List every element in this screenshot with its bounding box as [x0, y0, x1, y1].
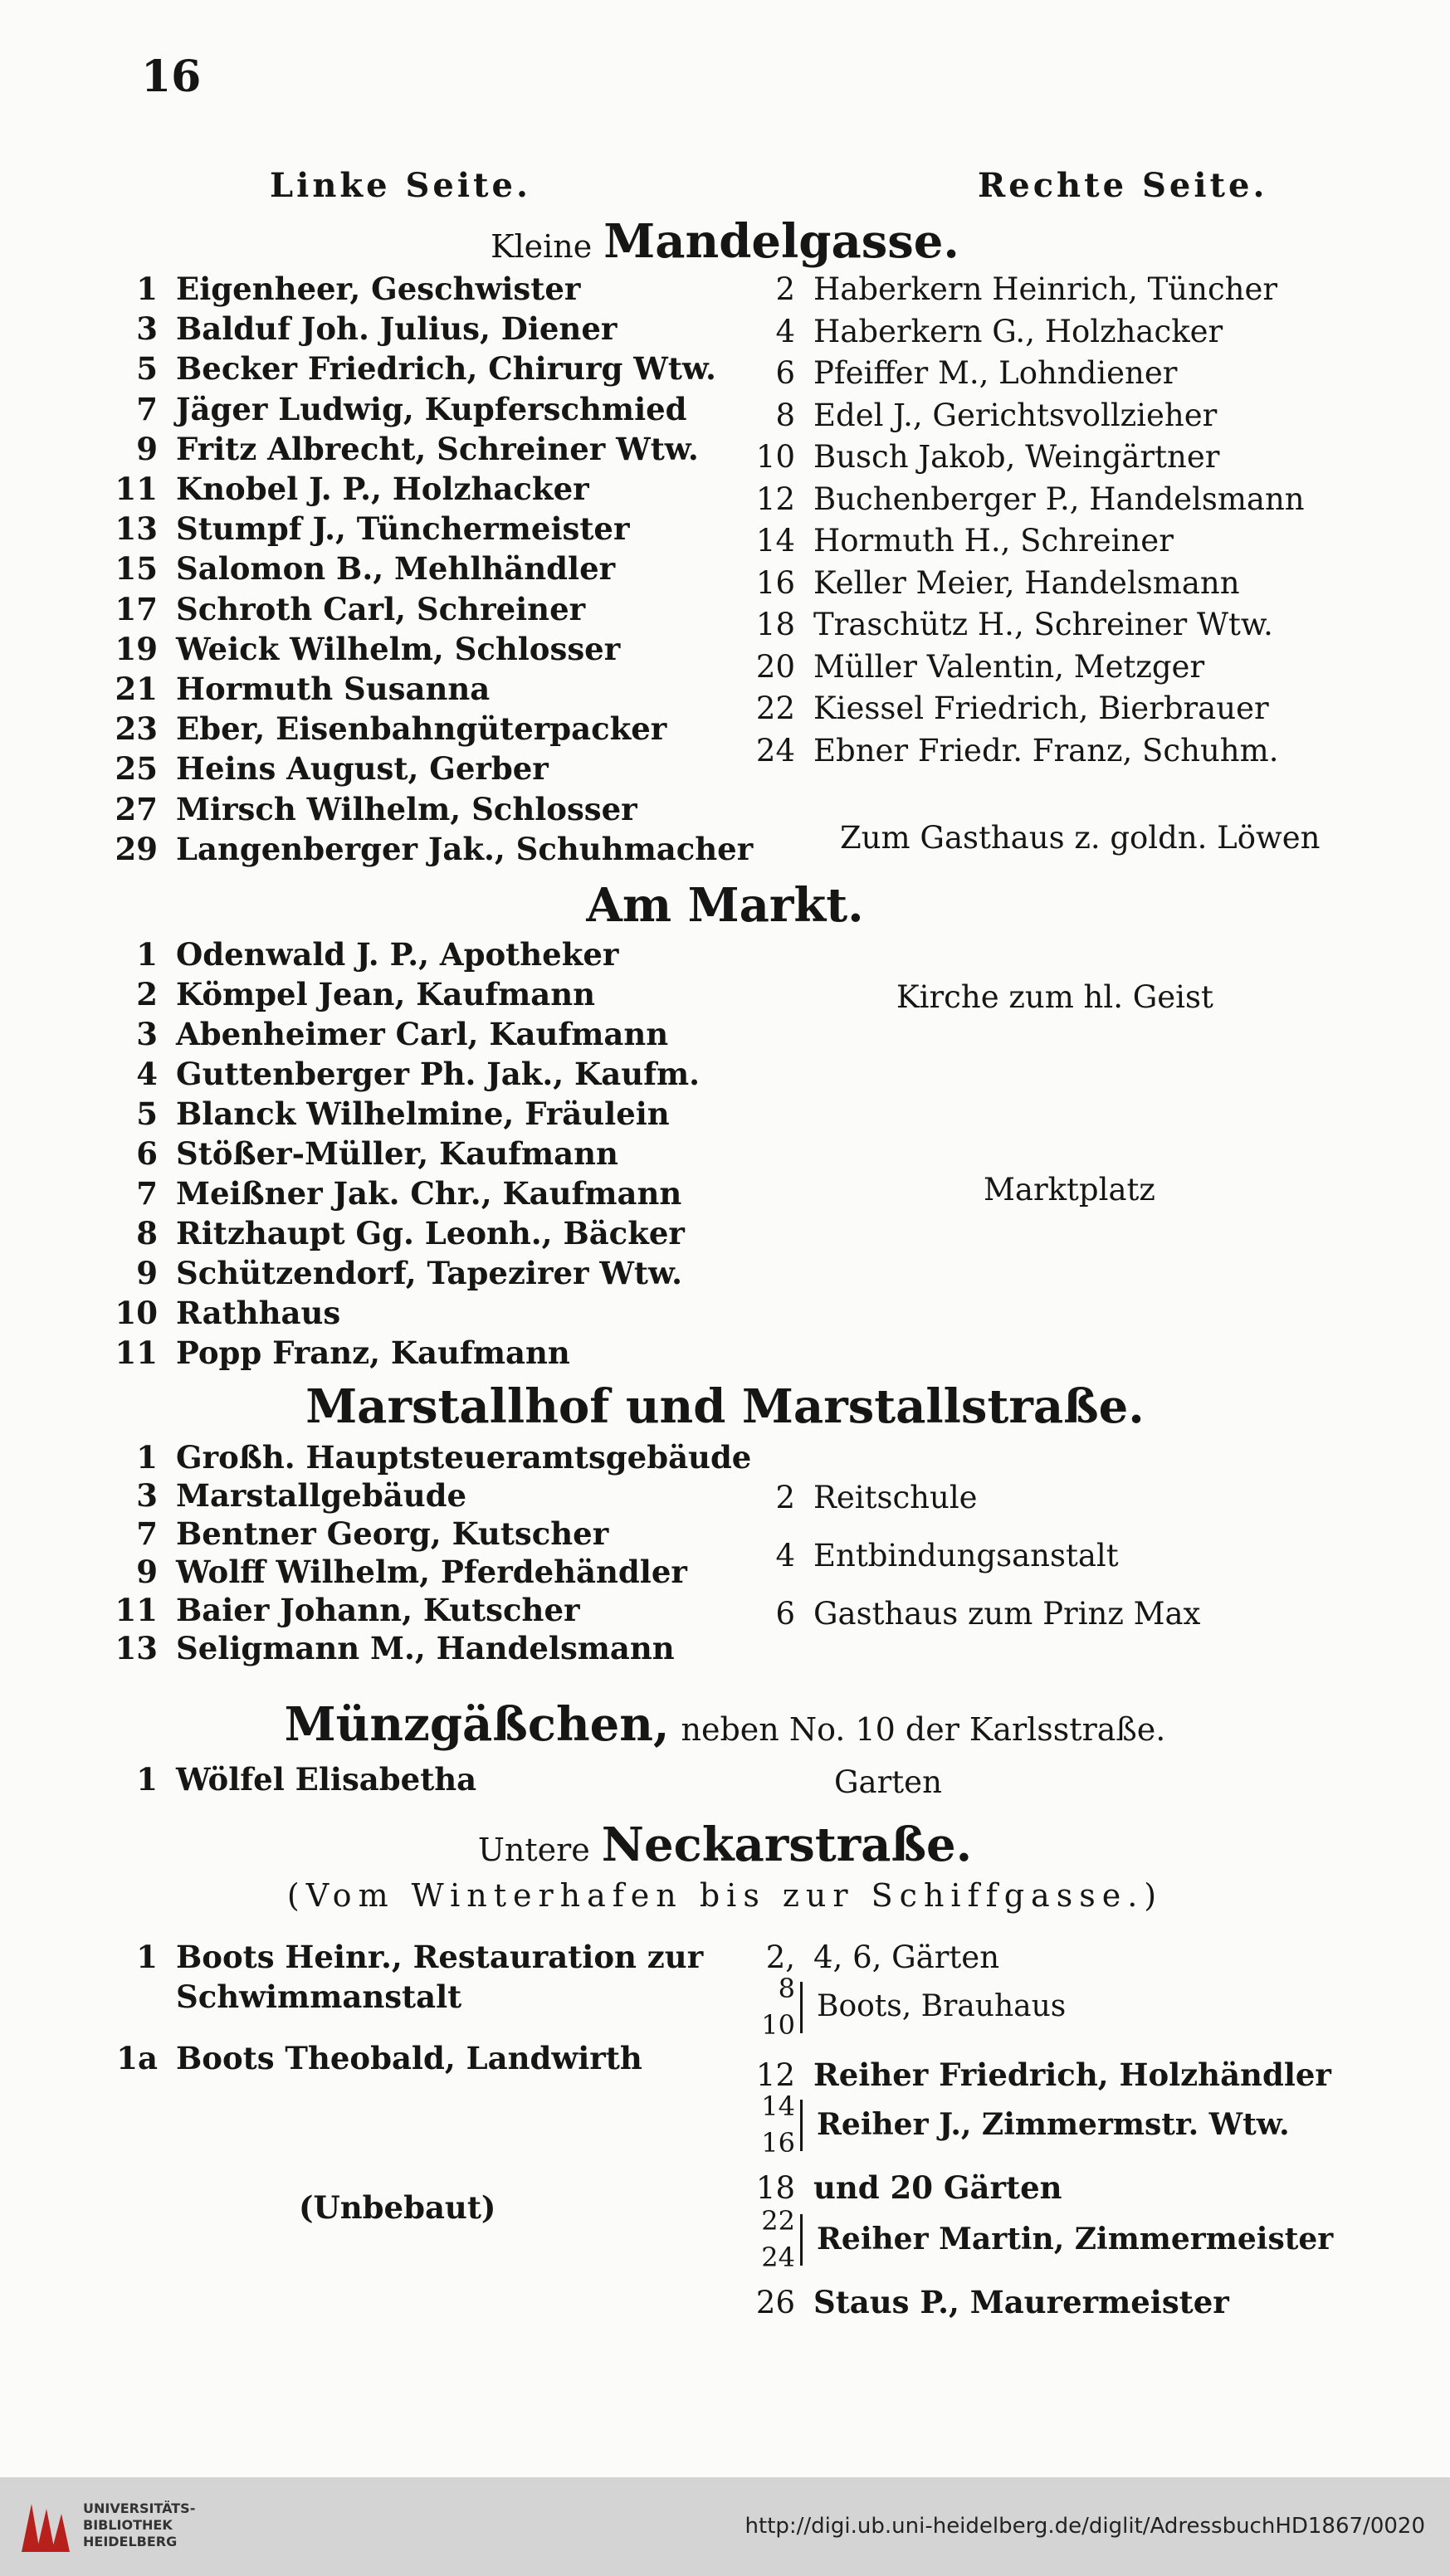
brace-mark [800, 2214, 803, 2266]
resident-name: Eigenheer, Geschwister [176, 271, 581, 307]
directory-entry [91, 550, 616, 588]
resident-name: Wolff Wilhelm, Pferdehändler [176, 1554, 687, 1590]
neckar-right-entry: 2, 4, 6, Gärten [765, 1939, 1000, 1975]
directory-entry [745, 564, 1240, 601]
house-number: 10 [755, 439, 795, 475]
house-number: 3 [136, 1477, 158, 1514]
resident-name: Müller Valentin, Metzger [813, 648, 1205, 685]
directory-entry [745, 481, 1305, 517]
section-heading-muenz: Münzgäßchen, neben No. 10 der Karlsstraße. [284, 1697, 1166, 1752]
resident-name: Kiessel Friedrich, Bierbrauer [813, 690, 1269, 726]
directory-entry [745, 397, 1218, 433]
house-number: 1 [136, 1439, 158, 1476]
house-number: 9 [136, 1255, 158, 1291]
resident-name: Eber, Eisenbahngüterpacker [176, 710, 667, 748]
directory-entry [91, 1135, 618, 1172]
house-number: 11 [115, 1592, 158, 1628]
section-heading-marstall: Marstallhof und Marstallstraße. [305, 1379, 1145, 1434]
directory-entry [91, 1630, 675, 1666]
resident-name: Meißner Jak. Chr., Kaufmann [176, 1175, 682, 1212]
brace-mark [800, 2100, 803, 2151]
house-number: 8 [136, 1215, 158, 1251]
directory-entry [91, 710, 667, 748]
resident-name: Langenberger Jak., Schuhmacher [176, 830, 754, 867]
resident-name: Haberkern G., Holzhacker [813, 313, 1223, 349]
resident-name: Rathhaus [176, 1295, 341, 1331]
directory-entry [91, 390, 687, 427]
directory-entry [91, 430, 699, 467]
right-side-label: Rechte Seite. [978, 166, 1268, 205]
resident-name: Ritzhaupt Gg. Leonh., Bäcker [176, 1215, 685, 1251]
resident-name: Buchenberger P., Handelsmann [813, 481, 1305, 517]
house-number: 25 [115, 750, 158, 788]
directory-entry [91, 1095, 670, 1132]
muenz-right-note: Garten [834, 1764, 942, 1800]
directory-entry [745, 1540, 1119, 1571]
directory-entry [745, 1596, 1201, 1632]
neckar-subtitle: (Vom Winterhafen bis zur Schiffgasse.) [286, 1877, 1164, 1914]
resident-name: Traschütz H., Schreiner Wtw. [813, 607, 1273, 642]
directory-entry [745, 1482, 978, 1513]
neckar-left-continuation: Schwimmanstalt [176, 1978, 462, 2015]
directory-entry [91, 510, 630, 548]
house-number: 6 [136, 1135, 158, 1172]
resident-name: Weick Wilhelm, Schlosser [176, 630, 621, 667]
resident-name: Busch Jakob, Weingärtner [813, 439, 1220, 475]
directory-entry [91, 1175, 682, 1212]
resident-name: Guttenberger Ph. Jak., Kaufm. [176, 1056, 701, 1092]
directory-entry [91, 1215, 685, 1251]
house-number: 5 [136, 1095, 158, 1132]
resident-name: Baier Johann, Kutscher [176, 1592, 580, 1628]
house-number: 21 [115, 671, 158, 707]
resident-name: Hormuth H., Schreiner [813, 523, 1174, 559]
directory-entry [91, 1439, 752, 1476]
resident-name: Hormuth Susanna [176, 671, 491, 707]
neckar-right-entry: 18 und 20 Gärten [755, 2169, 1062, 2206]
source-url-link[interactable]: http://digi.ub.uni-heidelberg.de/diglit/AdressbuchHD1867/0020 [745, 2514, 1425, 2539]
directory-entry [745, 271, 1278, 307]
house-number: 22 [755, 690, 795, 726]
resident-name: Kömpel Jean, Kaufmann [176, 976, 596, 1012]
resident-name: Fritz Albrecht, Schreiner Wtw. [176, 430, 699, 467]
house-number: 4 [775, 1538, 795, 1573]
resident-name: Marstallgebäude [176, 1477, 467, 1514]
house-number: 6 [775, 355, 795, 391]
house-number: 13 [115, 510, 158, 548]
footer-bar [0, 2477, 1450, 2576]
resident-name: Abenheimer Carl, Kaufmann [176, 1016, 669, 1052]
house-number: 10 [115, 1295, 158, 1331]
neckar-left-entry: 1a Boots Theobald, Landwirth [116, 2040, 642, 2076]
house-number: 7 [136, 1515, 158, 1552]
mandelgasse-right-note: Zum Gasthaus z. goldn. Löwen [840, 820, 1321, 856]
left-side-label: Linke Seite. [270, 166, 531, 205]
house-number: 7 [136, 1175, 158, 1212]
house-number: 2 [775, 1480, 795, 1515]
section-heading-neckar: Untere Neckarstraße. [477, 1817, 973, 1872]
house-number: 2 [136, 976, 158, 1012]
resident-name: Seligmann M., Handelsmann [176, 1630, 675, 1666]
house-number: 24 [755, 732, 795, 768]
directory-entry [745, 690, 1269, 726]
resident-name: Jäger Ludwig, Kupferschmied [176, 390, 687, 427]
house-number: 16 [755, 564, 795, 601]
resident-name: Stumpf J., Tünchermeister [176, 510, 630, 548]
resident-name: Edel J., Gerichtsvollzieher [813, 397, 1218, 433]
house-number: 17 [115, 590, 158, 627]
directory-entry [91, 1255, 683, 1291]
library-name: UNIVERSITÄTS- BIBLIOTHEK HEIDELBERG [83, 2500, 196, 2549]
directory-entry [91, 1592, 580, 1628]
resident-name: Salomon B., Mehlhändler [176, 550, 616, 588]
section-heading-markt: Am Markt. [586, 878, 864, 933]
directory-entry [91, 671, 491, 707]
directory-entry [91, 471, 589, 507]
directory-entry [91, 630, 621, 667]
resident-name: Odenwald J. P., Apotheker [176, 936, 619, 973]
directory-entry [91, 1016, 669, 1052]
resident-name: Heins August, Gerber [176, 750, 549, 788]
directory-entry [91, 1334, 570, 1371]
resident-name: Entbindungsanstalt [813, 1538, 1119, 1573]
house-number: 1 [136, 936, 158, 973]
directory-entry [91, 310, 618, 348]
house-number: 19 [115, 630, 158, 667]
document-page: 16 Linke Seite. Rechte Seite. Kleine Mandelgasse. 1 Eigenheer, Geschwister 3 Balduf Joh. Julius, Diener 5 Becker Friedrich, Chirurg Wtw. 7 Jäger Ludwig, Kupferschmied 9 Fritz Albrecht, Schreiner Wtw. 11 Knobel J. P., Holzhacker 13 Stumpf J., Tünchermeister 15 Salomon B., Mehlhändler 17 Schroth Carl, Schreiner 19 Weick Wilhelm, Schlosser 21 Hormuth Susanna 23 Eber, Eisenbahngüterpacker 25 Heins August, Gerber 27 Mirsch Wilhelm, Schlosser 29 Langenberger Jak., Schuhmacher 2 Haberkern Heinrich, Tüncher 4 Haberkern G., Holzhacker 6 Pfeiffer M., Lohndiener 8 Edel J., Gerichtsvollzieher 10 Busch Jakob, Weingärtner 12 Buchenberger P., Handelsmann 14 Hormuth H., Schreiner 16 Keller Meier, Handelsmann 18 Traschütz H., Schreiner Wtw. 20 Müller Valentin, Metzger 22 Kiessel Friedrich, Bierbrauer 24 Ebner Friedr. Franz, Schuhm. Zum Gasthaus z. goldn. Löwen Am Markt. 1 Odenwald J. P., Apotheker 2 Kömpel Jean, Kaufmann 3 Abenheimer Carl, Kaufmann 4 Guttenberger Ph. Jak., Kaufm. 5 Blanck Wilhelmine, Fräulein 6 Stößer-Müller, Kaufmann 7 Meißner Jak. Chr., Kaufmann 8 Ritzhaupt Gg. Leonh., Bäcker 9 Schützendorf, Tapezirer Wtw. 10 Rathhaus 11 Popp Franz, Kaufmann Kirche zum hl. Geist Marktplatz Marstallhof und Marstallstraße. 1 Großh. Hauptsteueramtsgebäude 3 Marstallgebäude 7 Bentner Georg, Kutscher 9 Wolff Wilhelm, Pferdehändler 11 Baier Johann, Kutscher 13 Seligmann M., Handelsmann 2 Reitschule 4 Entbindungsanstalt 6 Gasthaus zum Prinz Max Münzgäßchen, neben No. 10 der Karlsstraße. 1 Wölfel Elisabetha Garten Untere Neckarstraße. (Vom Winterhafen bis zur Schiffgasse.) 1 Boots Heinr., Restauration zur Schwimmanstalt 1a Boots Theobald, Landwirth (Unbebaut) 2, 4, 6, Gärten 8 10 Boots, Brauhaus 12 Reiher Friedrich, Holzhändler 14 16 Reiher J., Zimmermstr. Wtw. 18 und 20 Gärten 22 24 Reiher Martin, Zimmermeister 26 Staus P., Maurermeister [0, 0, 1450, 2477]
section-heading-mandelgasse: Kleine Mandelgasse. [491, 214, 959, 269]
resident-name: Schroth Carl, Schreiner [176, 590, 586, 627]
directory-entry [745, 732, 1279, 768]
house-number: 3 [136, 1016, 158, 1052]
resident-name: Bentner Georg, Kutscher [176, 1515, 609, 1552]
resident-name: Pfeiffer M., Lohndiener [813, 355, 1178, 391]
directory-entry [91, 1295, 341, 1331]
house-number: 11 [115, 471, 158, 507]
neckar-right-entry: 12 Reiher Friedrich, Holzhändler [755, 2056, 1331, 2093]
muenz-entry: 1 Wölfel Elisabetha [136, 1761, 477, 1798]
house-number: 6 [775, 1596, 795, 1632]
house-number: 12 [755, 481, 795, 517]
resident-name: Haberkern Heinrich, Tüncher [813, 271, 1278, 307]
directory-entry [91, 750, 549, 788]
house-number: 4 [775, 313, 795, 349]
resident-name: Blanck Wilhelmine, Fräulein [176, 1095, 670, 1132]
resident-name: Balduf Joh. Julius, Diener [176, 310, 618, 348]
directory-entry [91, 1056, 701, 1092]
resident-name: Popp Franz, Kaufmann [176, 1334, 570, 1371]
markt-note-kirche: Kirche zum hl. Geist [896, 979, 1213, 1015]
neckar-left-note: (Unbebaut) [299, 2189, 496, 2226]
house-number: 18 [755, 607, 795, 642]
resident-name: Keller Meier, Handelsmann [813, 564, 1240, 601]
neckar-right-entry: 26 Staus P., Maurermeister [755, 2284, 1229, 2320]
directory-entry [91, 271, 581, 307]
directory-entry [745, 523, 1174, 559]
directory-entry [91, 976, 596, 1012]
house-number: 13 [115, 1630, 158, 1666]
house-number: 20 [755, 648, 795, 685]
house-number: 1 [136, 271, 158, 307]
brace-mark [800, 1982, 803, 2033]
directory-entry [745, 355, 1178, 391]
house-number: 4 [136, 1056, 158, 1092]
page-number: 16 [141, 51, 202, 102]
house-number: 11 [115, 1334, 158, 1371]
house-number: 7 [136, 390, 158, 427]
resident-name: Schützendorf, Tapezirer Wtw. [176, 1255, 683, 1291]
directory-entry [91, 350, 716, 388]
house-number: 2 [775, 271, 795, 307]
house-number: 14 [755, 523, 795, 559]
house-number: 9 [136, 1554, 158, 1590]
directory-entry [91, 830, 754, 867]
markt-note-marktplatz: Marktplatz [984, 1172, 1155, 1208]
resident-name: Gasthaus zum Prinz Max [813, 1596, 1201, 1632]
house-number: 5 [136, 350, 158, 388]
directory-entry [91, 790, 637, 827]
house-number: 23 [115, 710, 158, 748]
directory-entry [745, 313, 1223, 349]
house-number: 29 [115, 830, 158, 867]
directory-entry [745, 439, 1220, 475]
house-number: 3 [136, 310, 158, 348]
house-number: 27 [115, 790, 158, 827]
directory-entry [91, 1477, 467, 1514]
resident-name: Stößer-Müller, Kaufmann [176, 1135, 618, 1172]
directory-entry [745, 648, 1205, 685]
house-number: 15 [115, 550, 158, 588]
neckar-left-entry: 1 Boots Heinr., Restauration zur [136, 1939, 704, 1975]
directory-entry [91, 1515, 609, 1552]
resident-name: Reitschule [813, 1480, 978, 1515]
house-number: 8 [775, 397, 795, 433]
library-logo-icon [15, 2494, 73, 2560]
resident-name: Becker Friedrich, Chirurg Wtw. [176, 350, 716, 388]
resident-name: Knobel J. P., Holzhacker [176, 471, 589, 507]
house-number: 9 [136, 430, 158, 467]
resident-name: Mirsch Wilhelm, Schlosser [176, 790, 637, 827]
directory-entry [91, 590, 586, 627]
directory-entry [91, 936, 619, 973]
resident-name: Ebner Friedr. Franz, Schuhm. [813, 732, 1279, 768]
directory-entry [745, 609, 1273, 640]
directory-entry [91, 1554, 687, 1590]
resident-name: Großh. Hauptsteueramtsgebäude [176, 1439, 752, 1476]
